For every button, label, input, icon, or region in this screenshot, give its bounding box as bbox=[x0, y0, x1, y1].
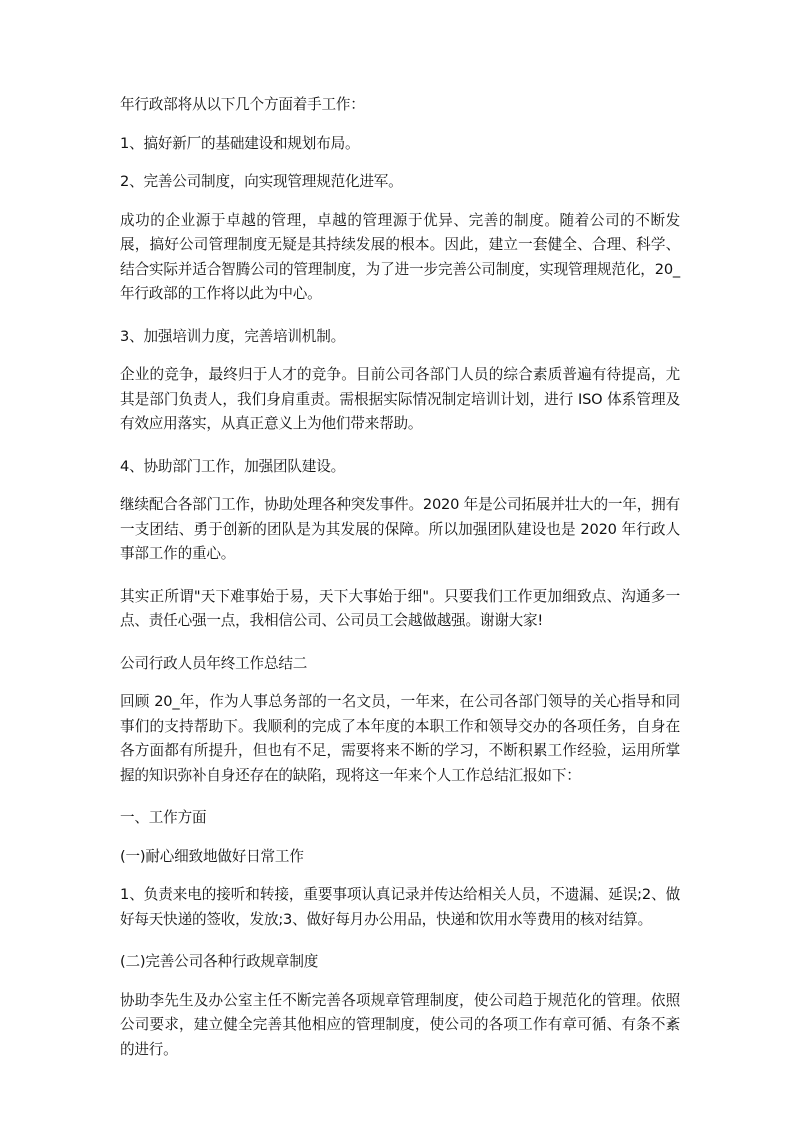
item-4-body: 继续配合各部门工作，协助处理各种突发事件。2020 年是公司拓展并壮大的一年，拥有一支团结、勇于创新的团队是为其发展的保障。所以加强团队建设也是 2020 年行政人事部工作的重心。 bbox=[120, 496, 680, 562]
section-title: 公司行政人员年终工作总结二 bbox=[120, 654, 308, 672]
closing-paragraph: 其实正所谓"天下难事始于易，天下大事始于细"。只要我们工作更加细致点、沟通多一点、责任心强一点，我相信公司、公司员工会越做越强。谢谢大家! bbox=[120, 587, 680, 629]
regulations-body: 协助李先生及办公室主任不断完善各项规章管理制度，使公司趋于规范化的管理。依照公司要求，建立健全完善其他相应的管理制度，使公司的各项工作有章可循、有条不紊的进行。 bbox=[120, 991, 680, 1058]
item-3-body: 企业的竞争，最终归于人才的竞争。目前公司各部门人员的综合素质普遍有待提高，尤其是部门负责人，我们身肩重责。需根据实际情况制定培训计划，进行 ISO 体系管理及有效应用落实，从真正意义上为他们带来帮助。 bbox=[120, 366, 680, 432]
item-2-body: 成功的企业源于卓越的管理，卓越的管理源于优异、完善的制度。随着公司的不断发展，搞好公司管理制度无疑是其持续发展的根本。因此，建立一套健全、合理、科学、结合实际并适合智腾公司的管理制度，为了进一步完善公司制度，实现管理规范化，20_年行政部的工作将以此为中心。 bbox=[120, 211, 680, 302]
daily-work-heading: (一)耐心细致地做好日常工作 bbox=[120, 847, 304, 865]
item-1-heading: 1、搞好新厂的基础建设和规划布局。 bbox=[120, 134, 360, 152]
item-4-heading: 4、协助部门工作，加强团队建设。 bbox=[120, 457, 345, 475]
work-aspect-heading: 一、工作方面 bbox=[120, 809, 207, 826]
item-2-heading: 2、完善公司制度，向实现管理规范化进军。 bbox=[120, 173, 403, 190]
document-page bbox=[120, 93, 680, 1080]
review-paragraph: 回顾 20_年，作为人事总务部的一名文员，一年来，在公司各部门领导的关心指导和同事们的支持帮助下。我顺利的完成了本年度的本职工作和领导交办的各项任务，自身在各方面都有所提升，但也有不足，需要将来不断的学习，不断积累工作经验，运用所掌握的知识弥补自身还存在的缺陷，现将这一年来个人工作总结汇报如下： bbox=[120, 693, 680, 784]
daily-work-body: 1、负责来电的接听和转接，重要事项认真记录并传达给相关人员，不遗漏、延误;2、做好每天快递的签收，发放;3、做好每月办公用品，快递和饮用水等费用的核对结算。 bbox=[120, 886, 680, 928]
regulations-heading: (二)完善公司各种行政规章制度 bbox=[120, 953, 319, 970]
intro-line: 年行政部将从以下几个方面着手工作： bbox=[120, 96, 365, 113]
item-3-heading: 3、加强培训力度，完善培训机制。 bbox=[120, 327, 345, 345]
